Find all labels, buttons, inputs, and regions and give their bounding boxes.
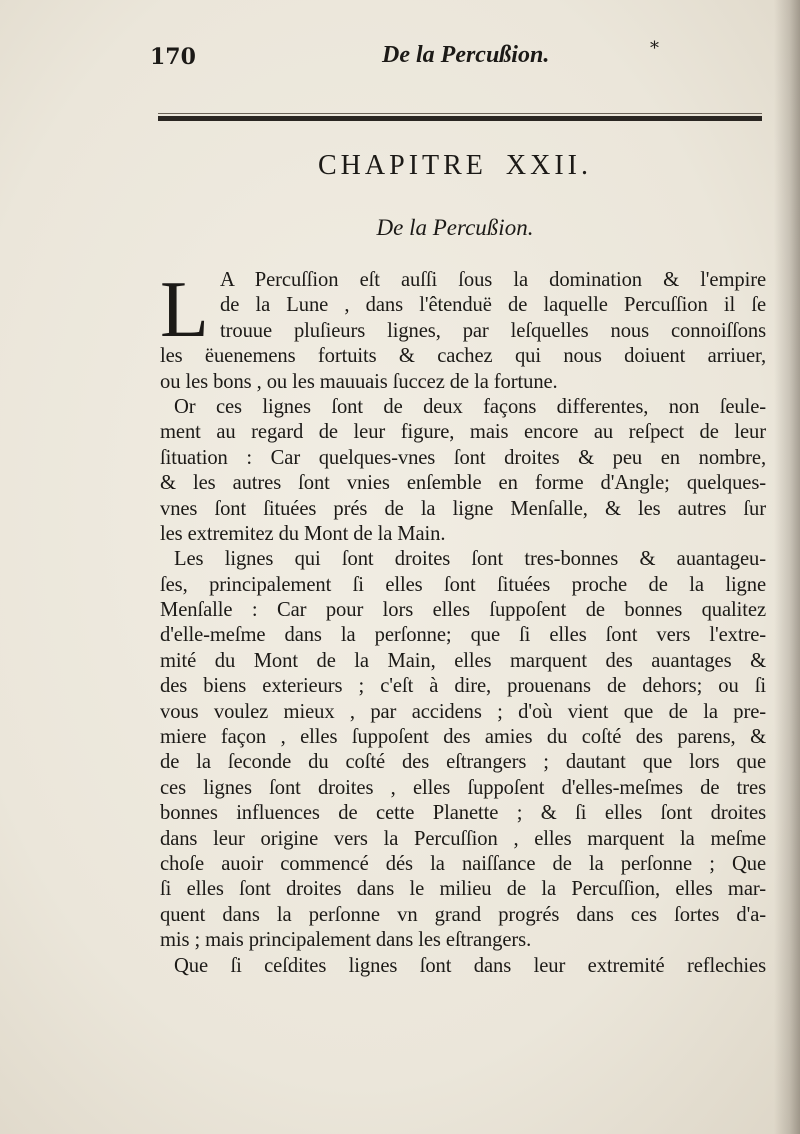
text-line: ment au regard de leur figure, mais encore au reſpect de leur <box>160 421 766 444</box>
text-line: de la Lune , dans l'êtenduë de laquelle Percuſſion il ſe <box>220 294 766 317</box>
chapter-heading: CHAPITRE XXII. <box>318 150 592 181</box>
text-line: des biens exterieurs ; c'eſt à dire, prouenans de dehors; ou ſi <box>160 675 766 698</box>
printer-mark: * <box>650 38 659 59</box>
drop-cap: L <box>160 266 209 354</box>
text-line: Or ces lignes ſont de deux façons differentes, non ſeule- <box>174 395 766 418</box>
text-line: A Percuſſion eſt auſſi ſous la domination & l'empire <box>220 269 766 291</box>
text-line: quent dans la perſonne vn grand progrés dans ces ſortes d'a- <box>160 903 766 926</box>
chapter-subtitle: De la Percußion. <box>376 215 534 240</box>
text-line: de la ſeconde du coſté des eſtrangers ; dautant que lors que <box>160 751 766 774</box>
text-line: d'elle-meſme dans la perſonne; que ſi elles ſont vers l'extre- <box>160 624 766 647</box>
text-line: dans leur origine vers la Percuſſion , elles marquent la meſme <box>160 827 766 850</box>
header-rule <box>158 116 762 121</box>
text-line: les extremitez du Mont de la Main. <box>160 522 446 545</box>
text-line: & les autres ſont vnies enſemble en forme d'Angle; quelques- <box>160 472 766 495</box>
page-edge-shadow <box>774 0 800 1134</box>
text-line: bonnes influences de cette Planette ; & ſi elles ſont droites <box>160 802 766 825</box>
running-title: De la Percußion. <box>382 42 550 68</box>
text-line: choſe auoir commencé dés la naiſſance de la perſonne ; Que <box>160 852 766 875</box>
text-line: ces lignes ſont droites , elles ſuppoſent d'elles-meſmes de tres <box>160 776 766 799</box>
header-rule-fine <box>158 113 762 114</box>
text-line: miere façon , elles ſuppoſent des amies du coſté des parens, & <box>160 726 766 749</box>
text-line: mis ; mais principalement dans les eſtrangers. <box>160 929 532 952</box>
text-line: ſes, principalement ſi elles ſont ſituées proche de la ligne <box>160 573 766 596</box>
text-line: vous voulez mieux , par accidens ; d'où vient que de la pre- <box>160 700 766 723</box>
text-line: vnes ſont ſituées prés de la ligne Menſalle, & les autres ſur <box>160 497 766 520</box>
text-line: ou les bons , ou les mauuais ſuccez de la fortune. <box>160 370 558 393</box>
text-line: Que ſi ceſdites lignes ſont dans leur extremité reflechies <box>174 954 766 977</box>
text-line: mité du Mont de la Main, elles marquent des auantages & <box>160 649 766 672</box>
text-line: Les lignes qui ſont droites ſont tres-bonnes & auantageu- <box>174 548 766 571</box>
text-line: les ëuenemens fortuits & cachez qui nous doiuent arriuer, <box>160 345 766 368</box>
body-text <box>160 268 766 979</box>
text-line: ſituation : Car quelques-vnes ſont droites & peu en nombre, <box>160 446 766 469</box>
text-line: Menſalle : Car pour lors elles ſuppoſent de bonnes qualitez <box>160 599 766 622</box>
text-line: trouue pluſieurs lignes, par leſquelles nous connoiſſons <box>220 319 766 342</box>
text-line: ſi elles ſont droites dans le milieu de la Percuſſion, elles mar- <box>160 878 766 901</box>
page-number: 170 <box>150 44 196 70</box>
running-head <box>150 38 710 84</box>
